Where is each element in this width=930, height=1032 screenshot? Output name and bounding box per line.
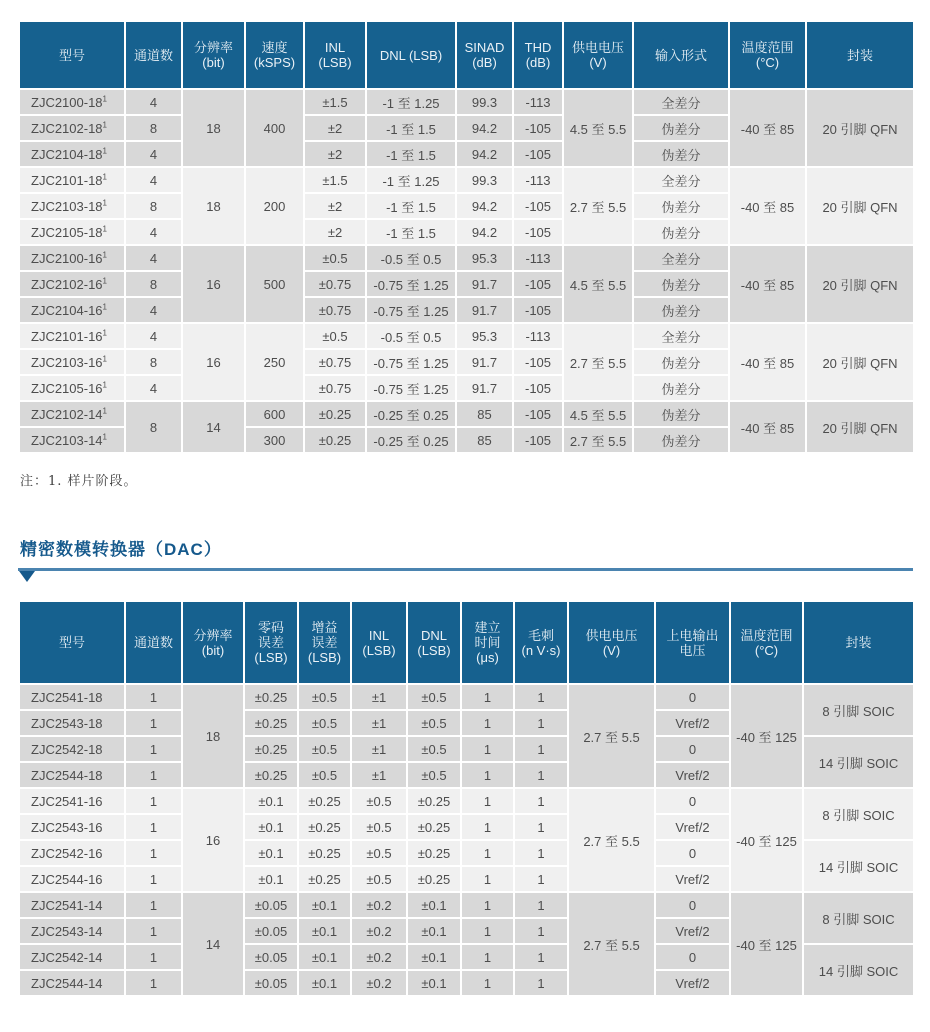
data-cell: 4: [125, 297, 182, 323]
data-cell: 600: [245, 401, 304, 427]
data-cell: -40 至 85: [729, 323, 806, 401]
data-cell: ±0.1: [298, 918, 351, 944]
data-cell: ±0.25: [298, 814, 351, 840]
data-cell: 1: [461, 866, 514, 892]
data-cell: 1: [461, 970, 514, 996]
data-cell: ±0.05: [244, 944, 298, 970]
data-cell: -40 至 85: [729, 89, 806, 167]
data-cell: ±0.25: [298, 840, 351, 866]
data-cell: 18: [182, 89, 245, 167]
data-cell: 94.2: [456, 141, 513, 167]
model-cell: $ZJC2102-18^1$: [19, 115, 125, 141]
data-cell: -105: [513, 427, 563, 453]
data-cell: ±1.5: [304, 167, 366, 193]
column-header: DNL (LSB): [407, 601, 461, 684]
data-cell: 1: [461, 762, 514, 788]
column-header: INL (LSB): [351, 601, 407, 684]
column-header: 供电电压 (V): [568, 601, 655, 684]
data-cell: -105: [513, 219, 563, 245]
data-cell: 94.2: [456, 193, 513, 219]
data-cell: ±0.2: [351, 970, 407, 996]
data-cell: 95.3: [456, 323, 513, 349]
column-header: 分辨率 (bit): [182, 601, 244, 684]
data-cell: ±0.75: [304, 375, 366, 401]
data-cell: 8: [125, 271, 182, 297]
data-cell: 1: [514, 762, 568, 788]
data-cell: 14 引脚 SOIC: [803, 944, 914, 996]
data-cell: -1 至 1.5: [366, 219, 456, 245]
data-cell: 91.7: [456, 271, 513, 297]
data-cell: ±2: [304, 219, 366, 245]
data-cell: 伪差分: [633, 115, 729, 141]
data-cell: -113: [513, 245, 563, 271]
table-row: [19, 788, 914, 814]
model-cell: ZJC2541-14: [19, 892, 125, 918]
data-cell: 1: [125, 970, 182, 996]
data-cell: ±0.5: [298, 710, 351, 736]
data-cell: 1: [461, 840, 514, 866]
table-row: [19, 684, 914, 710]
data-cell: 伪差分: [633, 219, 729, 245]
data-cell: 20 引脚 QFN: [806, 167, 914, 245]
data-cell: 300: [245, 427, 304, 453]
data-cell: Vref/2: [655, 762, 730, 788]
data-cell: 1: [125, 710, 182, 736]
data-cell: -105: [513, 349, 563, 375]
data-cell: 8 引脚 SOIC: [803, 684, 914, 736]
data-cell: ±0.1: [407, 892, 461, 918]
data-cell: ±0.25: [244, 684, 298, 710]
data-cell: 1: [461, 684, 514, 710]
column-header: INL (LSB): [304, 21, 366, 89]
data-cell: 200: [245, 167, 304, 245]
model-cell: $ZJC2101-18^1$: [19, 167, 125, 193]
column-header: DNL (LSB): [366, 21, 456, 89]
data-cell: ±1.5: [304, 89, 366, 115]
data-cell: 4: [125, 141, 182, 167]
data-cell: 1: [461, 814, 514, 840]
column-header: 输入形式: [633, 21, 729, 89]
data-cell: ±0.05: [244, 892, 298, 918]
data-cell: ±0.75: [304, 297, 366, 323]
dac-spec-table: [18, 600, 915, 997]
column-header: 通道数: [125, 21, 182, 89]
data-cell: 14: [182, 892, 244, 996]
data-cell: 8: [125, 349, 182, 375]
data-cell: 1: [514, 970, 568, 996]
data-cell: 14 引脚 SOIC: [803, 736, 914, 788]
data-cell: 0: [655, 788, 730, 814]
data-cell: 85: [456, 401, 513, 427]
data-cell: ±2: [304, 141, 366, 167]
triangle-marker-icon: [19, 571, 35, 582]
data-cell: -0.5 至 0.5: [366, 323, 456, 349]
data-cell: 8 引脚 SOIC: [803, 788, 914, 840]
data-cell: -113: [513, 323, 563, 349]
data-cell: 4: [125, 167, 182, 193]
data-cell: ±0.1: [298, 944, 351, 970]
data-cell: ±0.2: [351, 892, 407, 918]
data-cell: 20 引脚 QFN: [806, 401, 914, 453]
data-cell: ±0.5: [407, 736, 461, 762]
data-cell: ±0.05: [244, 970, 298, 996]
data-cell: 14 引脚 SOIC: [803, 840, 914, 892]
data-cell: 500: [245, 245, 304, 323]
header-row: [19, 601, 914, 684]
model-cell: $ZJC2102-16^1$: [19, 271, 125, 297]
data-cell: Vref/2: [655, 918, 730, 944]
data-cell: 1: [514, 918, 568, 944]
data-cell: 2.7 至 5.5: [563, 167, 633, 245]
data-cell: 2.7 至 5.5: [563, 323, 633, 401]
model-cell: ZJC2543-16: [19, 814, 125, 840]
data-cell: -0.25 至 0.25: [366, 401, 456, 427]
data-cell: 1: [125, 944, 182, 970]
data-cell: ±0.1: [407, 970, 461, 996]
data-cell: 全差分: [633, 167, 729, 193]
adc-spec-table: [18, 20, 915, 454]
data-cell: ±0.5: [351, 814, 407, 840]
model-cell: ZJC2542-14: [19, 944, 125, 970]
model-cell: ZJC2541-16: [19, 788, 125, 814]
data-cell: 2.7 至 5.5: [568, 892, 655, 996]
data-cell: 1: [125, 736, 182, 762]
data-cell: -1 至 1.25: [366, 167, 456, 193]
data-cell: ±0.1: [244, 788, 298, 814]
column-header: 温度范围 (°C): [730, 601, 803, 684]
data-cell: -105: [513, 401, 563, 427]
data-cell: 2.7 至 5.5: [568, 684, 655, 788]
data-cell: 2.7 至 5.5: [568, 788, 655, 892]
data-cell: ±0.1: [298, 970, 351, 996]
data-cell: ±0.25: [407, 866, 461, 892]
data-cell: 伪差分: [633, 349, 729, 375]
data-cell: 4.5 至 5.5: [563, 401, 633, 427]
data-cell: ±0.5: [407, 762, 461, 788]
data-cell: -113: [513, 89, 563, 115]
data-cell: ±0.1: [244, 814, 298, 840]
data-cell: 全差分: [633, 245, 729, 271]
data-cell: 0: [655, 840, 730, 866]
data-cell: ±0.5: [351, 788, 407, 814]
data-cell: 1: [125, 918, 182, 944]
data-cell: -0.5 至 0.5: [366, 245, 456, 271]
data-cell: ±0.5: [304, 323, 366, 349]
model-cell: $ZJC2103-14^1$: [19, 427, 125, 453]
data-cell: 1: [514, 840, 568, 866]
data-cell: ±0.25: [407, 814, 461, 840]
data-cell: ±0.1: [298, 892, 351, 918]
data-cell: 伪差分: [633, 193, 729, 219]
data-cell: ±0.05: [244, 918, 298, 944]
column-header: 封装: [803, 601, 914, 684]
data-cell: 99.3: [456, 167, 513, 193]
model-cell: $ZJC2100-16^1$: [19, 245, 125, 271]
data-cell: 1: [125, 892, 182, 918]
data-cell: -1 至 1.25: [366, 89, 456, 115]
table-row: [19, 401, 914, 427]
data-cell: -40 至 85: [729, 245, 806, 323]
data-cell: ±0.5: [298, 736, 351, 762]
data-cell: 16: [182, 245, 245, 323]
dac-section-title: 精密数模转换器（DAC）: [20, 540, 222, 559]
data-cell: 1: [514, 788, 568, 814]
data-cell: ±0.25: [244, 710, 298, 736]
data-cell: Vref/2: [655, 970, 730, 996]
data-cell: -0.75 至 1.25: [366, 375, 456, 401]
model-cell: $ZJC2103-16^1$: [19, 349, 125, 375]
data-cell: ±0.25: [407, 788, 461, 814]
data-cell: 20 引脚 QFN: [806, 323, 914, 401]
model-cell: $ZJC2105-18^1$: [19, 219, 125, 245]
data-cell: 1: [125, 866, 182, 892]
data-cell: -105: [513, 375, 563, 401]
data-cell: -40 至 85: [729, 167, 806, 245]
data-cell: 1: [514, 736, 568, 762]
data-cell: 1: [514, 814, 568, 840]
data-cell: 2.7 至 5.5: [563, 427, 633, 453]
data-cell: 1: [461, 788, 514, 814]
data-cell: ±0.25: [304, 401, 366, 427]
data-cell: 伪差分: [633, 427, 729, 453]
data-cell: 0: [655, 892, 730, 918]
data-cell: 250: [245, 323, 304, 401]
data-cell: 1: [461, 944, 514, 970]
data-cell: 1: [125, 762, 182, 788]
data-cell: 4: [125, 245, 182, 271]
table-row: [19, 892, 914, 918]
data-cell: -105: [513, 193, 563, 219]
model-cell: $ZJC2105-16^1$: [19, 375, 125, 401]
data-cell: -0.25 至 0.25: [366, 427, 456, 453]
data-cell: ±1: [351, 710, 407, 736]
data-cell: -40 至 125: [730, 684, 803, 788]
data-cell: 4: [125, 375, 182, 401]
data-cell: -105: [513, 115, 563, 141]
data-cell: 0: [655, 944, 730, 970]
section-divider: [18, 568, 913, 571]
data-cell: 0: [655, 684, 730, 710]
data-cell: 20 引脚 QFN: [806, 89, 914, 167]
data-cell: 4.5 至 5.5: [563, 245, 633, 323]
data-cell: 1: [461, 892, 514, 918]
data-cell: Vref/2: [655, 814, 730, 840]
model-cell: ZJC2543-14: [19, 918, 125, 944]
data-cell: 1: [125, 788, 182, 814]
data-cell: ±0.25: [304, 427, 366, 453]
data-cell: -1 至 1.5: [366, 193, 456, 219]
model-cell: ZJC2541-18: [19, 684, 125, 710]
data-cell: Vref/2: [655, 710, 730, 736]
data-cell: 1: [514, 944, 568, 970]
column-header: 型号: [19, 601, 125, 684]
data-cell: ±2: [304, 193, 366, 219]
data-cell: -0.75 至 1.25: [366, 349, 456, 375]
data-cell: 全差分: [633, 323, 729, 349]
table-row: [19, 245, 914, 271]
data-cell: 95.3: [456, 245, 513, 271]
data-cell: 伪差分: [633, 297, 729, 323]
column-header: 温度范围 (°C): [729, 21, 806, 89]
data-cell: ±0.1: [407, 918, 461, 944]
model-cell: ZJC2544-14: [19, 970, 125, 996]
data-cell: 18: [182, 684, 244, 788]
data-cell: 全差分: [633, 89, 729, 115]
data-cell: 1: [125, 814, 182, 840]
model-cell: $ZJC2104-18^1$: [19, 141, 125, 167]
column-header: 速度 (kSPS): [245, 21, 304, 89]
data-cell: -0.75 至 1.25: [366, 271, 456, 297]
data-cell: ±0.75: [304, 349, 366, 375]
model-cell: ZJC2542-16: [19, 840, 125, 866]
column-header: 零码 误差 (LSB): [244, 601, 298, 684]
data-cell: ±0.5: [351, 866, 407, 892]
data-cell: ±1: [351, 762, 407, 788]
data-cell: 1: [125, 684, 182, 710]
data-cell: ±0.5: [298, 684, 351, 710]
data-cell: 91.7: [456, 349, 513, 375]
data-cell: -105: [513, 297, 563, 323]
data-cell: ±0.75: [304, 271, 366, 297]
model-cell: ZJC2544-16: [19, 866, 125, 892]
column-header: SINAD (dB): [456, 21, 513, 89]
data-cell: 16: [182, 788, 244, 892]
data-cell: ±0.5: [351, 840, 407, 866]
data-cell: ±2: [304, 115, 366, 141]
data-cell: 0: [655, 736, 730, 762]
data-cell: ±1: [351, 736, 407, 762]
data-cell: 94.2: [456, 219, 513, 245]
data-cell: 1: [461, 918, 514, 944]
data-cell: 18: [182, 167, 245, 245]
column-header: 建立 时间 (μs): [461, 601, 514, 684]
model-cell: ZJC2544-18: [19, 762, 125, 788]
data-cell: -105: [513, 141, 563, 167]
data-cell: 91.7: [456, 297, 513, 323]
data-cell: ±1: [351, 684, 407, 710]
column-header: 通道数: [125, 601, 182, 684]
data-cell: -105: [513, 271, 563, 297]
data-cell: ±0.2: [351, 944, 407, 970]
data-cell: ±0.25: [244, 762, 298, 788]
column-header: 型号: [19, 21, 125, 89]
model-cell: $ZJC2103-18^1$: [19, 193, 125, 219]
data-cell: -0.75 至 1.25: [366, 297, 456, 323]
model-cell: $ZJC2100-18^1$: [19, 89, 125, 115]
data-cell: 伪差分: [633, 375, 729, 401]
column-header: THD (dB): [513, 21, 563, 89]
table-row: [19, 89, 914, 115]
data-cell: ±0.25: [298, 788, 351, 814]
data-cell: 1: [514, 892, 568, 918]
data-cell: ±0.5: [304, 245, 366, 271]
data-cell: -1 至 1.5: [366, 115, 456, 141]
data-cell: ±0.25: [244, 736, 298, 762]
data-cell: ±0.5: [407, 684, 461, 710]
data-cell: 伪差分: [633, 271, 729, 297]
data-cell: 8: [125, 401, 182, 453]
data-cell: 91.7: [456, 375, 513, 401]
column-header: 封装: [806, 21, 914, 89]
table-row: [19, 167, 914, 193]
adc-footnote: 注：1. 样片阶段。: [20, 474, 138, 489]
data-cell: 1: [461, 710, 514, 736]
data-cell: 400: [245, 89, 304, 167]
data-cell: 14: [182, 401, 245, 453]
data-cell: 8: [125, 193, 182, 219]
data-cell: -40 至 85: [729, 401, 806, 453]
column-header: 毛刺 (n V·s): [514, 601, 568, 684]
data-cell: ±0.5: [298, 762, 351, 788]
data-cell: 1: [125, 840, 182, 866]
data-cell: 85: [456, 427, 513, 453]
column-header: 分辨率 (bit): [182, 21, 245, 89]
data-cell: ±0.1: [244, 840, 298, 866]
data-cell: -1 至 1.5: [366, 141, 456, 167]
column-header: 上电输出 电压: [655, 601, 730, 684]
table-row: [19, 323, 914, 349]
data-cell: 16: [182, 323, 245, 401]
data-cell: 4: [125, 219, 182, 245]
data-cell: 20 引脚 QFN: [806, 245, 914, 323]
column-header: 增益 误差 (LSB): [298, 601, 351, 684]
data-cell: 99.3: [456, 89, 513, 115]
data-cell: 伪差分: [633, 141, 729, 167]
model-cell: $ZJC2102-14^1$: [19, 401, 125, 427]
header-row: [19, 21, 914, 89]
data-cell: 4.5 至 5.5: [563, 89, 633, 167]
data-cell: ±0.1: [407, 944, 461, 970]
model-cell: ZJC2542-18: [19, 736, 125, 762]
model-cell: ZJC2543-18: [19, 710, 125, 736]
data-cell: 4: [125, 89, 182, 115]
data-cell: -40 至 125: [730, 892, 803, 996]
model-cell: $ZJC2101-16^1$: [19, 323, 125, 349]
data-cell: 4: [125, 323, 182, 349]
data-cell: -113: [513, 167, 563, 193]
data-cell: 1: [514, 710, 568, 736]
data-cell: ±0.25: [298, 866, 351, 892]
data-cell: ±0.1: [244, 866, 298, 892]
data-cell: 1: [514, 866, 568, 892]
data-cell: 伪差分: [633, 401, 729, 427]
data-cell: 1: [514, 684, 568, 710]
model-cell: $ZJC2104-16^1$: [19, 297, 125, 323]
data-cell: ±0.2: [351, 918, 407, 944]
data-cell: ±0.5: [407, 710, 461, 736]
data-cell: 8 引脚 SOIC: [803, 892, 914, 944]
data-cell: 94.2: [456, 115, 513, 141]
data-cell: 1: [461, 736, 514, 762]
data-cell: 8: [125, 115, 182, 141]
data-cell: -40 至 125: [730, 788, 803, 892]
column-header: 供电电压 (V): [563, 21, 633, 89]
data-cell: ±0.25: [407, 840, 461, 866]
data-cell: Vref/2: [655, 866, 730, 892]
